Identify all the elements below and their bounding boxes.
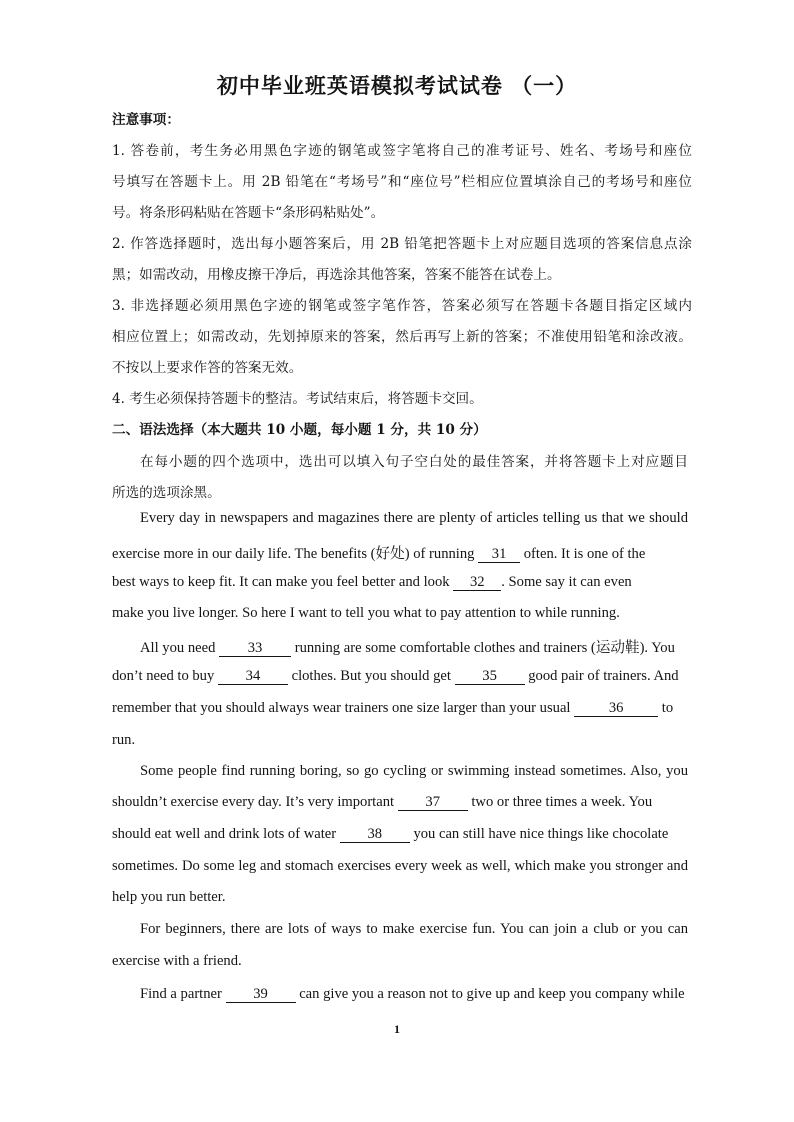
notice-line: 不按以上要求作答的答案无效。 [112,360,303,376]
passage-line: don’t need to buy 34 clothes. But you should get 35 good pair of trainers. And [112,668,679,684]
notice-heading: 注意事项： [112,112,180,128]
passage-line: Find a partner 39 can give you a reason not to give up and keep you company while [140,986,685,1002]
blank-36[interactable]: 36 [574,701,658,717]
passage-line: sometimes. Do some leg and stomach exercises every week as well, which make you stronger and [112,858,688,874]
passage-line: help you run better. [112,889,226,905]
blank-35[interactable]: 35 [455,669,525,685]
notice-line: 1. 答卷前，考生务必用黑色字迹的钢笔或签字笔将自己的准考证号、姓名、考场号和座位 [112,143,692,159]
passage-line: All you need 33 running are some comfortable clothes and trainers (运动鞋). You [140,640,675,656]
notice-line: 相应位置上；如需改动，先划掉原来的答案，然后再写上新的答案；不准使用铅笔和涂改液。 [112,329,692,345]
passage-line: should eat well and drink lots of water 38 you can still have nice things like chocolate [112,826,669,842]
passage-line: best ways to keep fit. It can make you feel better and look 32 . Some say it can even [112,574,632,590]
section-heading: 二、语法选择（本大题共 10 小题，每小题 1 分，共 10 分） [112,422,487,438]
passage-line: make you live longer. So here I want to tell you what to pay attention to while running. [112,605,620,621]
page-number: 1 [394,1022,400,1036]
blank-37[interactable]: 37 [398,795,468,811]
passage-line: remember that you should always wear trainers one size larger than your usual 36 to [112,700,674,716]
notice-line: 3. 非选择题必须用黑色字迹的钢笔或签字笔作答，答案必须写在答题卡各题目指定区域内 [112,298,692,314]
notice-line: 4. 考生必须保持答题卡的整洁。考试结束后，将答题卡交回。 [112,391,483,407]
passage-line: exercise more in our daily life. The benefits (好处) of running 31 often. It is one of the [112,546,646,562]
blank-38[interactable]: 38 [340,827,410,843]
blank-32[interactable]: 32 [453,575,501,591]
passage-line: Every day in newspapers and magazines there are plenty of articles telling us that we should [140,510,688,526]
passage-line: exercise with a friend. [112,953,242,969]
notice-line: 号填写在答题卡上。用 2B 铅笔在“考场号”和“座位号”栏相应位置填涂自己的考场号和座位 [112,174,692,190]
blank-31[interactable]: 31 [478,547,520,563]
passage-line: shouldn’t exercise every day. It’s very important 37 two or three times a week. You [112,794,653,810]
notice-line: 2. 作答选择题时，选出每小题答案后，用 2B 铅笔把答题卡上对应题目选项的答案信息点涂 [112,236,692,252]
exam-title: 初中毕业班英语模拟考试试卷 （一） [216,73,578,98]
blank-33[interactable]: 33 [219,641,291,657]
passage-line: run. [112,732,136,748]
passage-line: Some people find running boring, so go cycling or swimming instead sometimes. Also, you [140,763,688,779]
notice-line: 黑；如需改动，用橡皮擦干净后，再选涂其他答案，答案不能答在试卷上。 [112,267,561,283]
blank-34[interactable]: 34 [218,669,288,685]
passage-line: For beginners, there are lots of ways to make exercise fun. You can join a club or you can [140,921,688,937]
section-instruction: 所选的选项涂黑。 [112,485,221,501]
blank-39[interactable]: 39 [226,987,296,1003]
section-instruction: 在每小题的四个选项中，选出可以填入句子空白处的最佳答案，并将答题卡上对应题目 [140,454,688,470]
notice-line: 号。将条形码粘贴在答题卡“条形码粘贴处”。 [112,205,385,221]
